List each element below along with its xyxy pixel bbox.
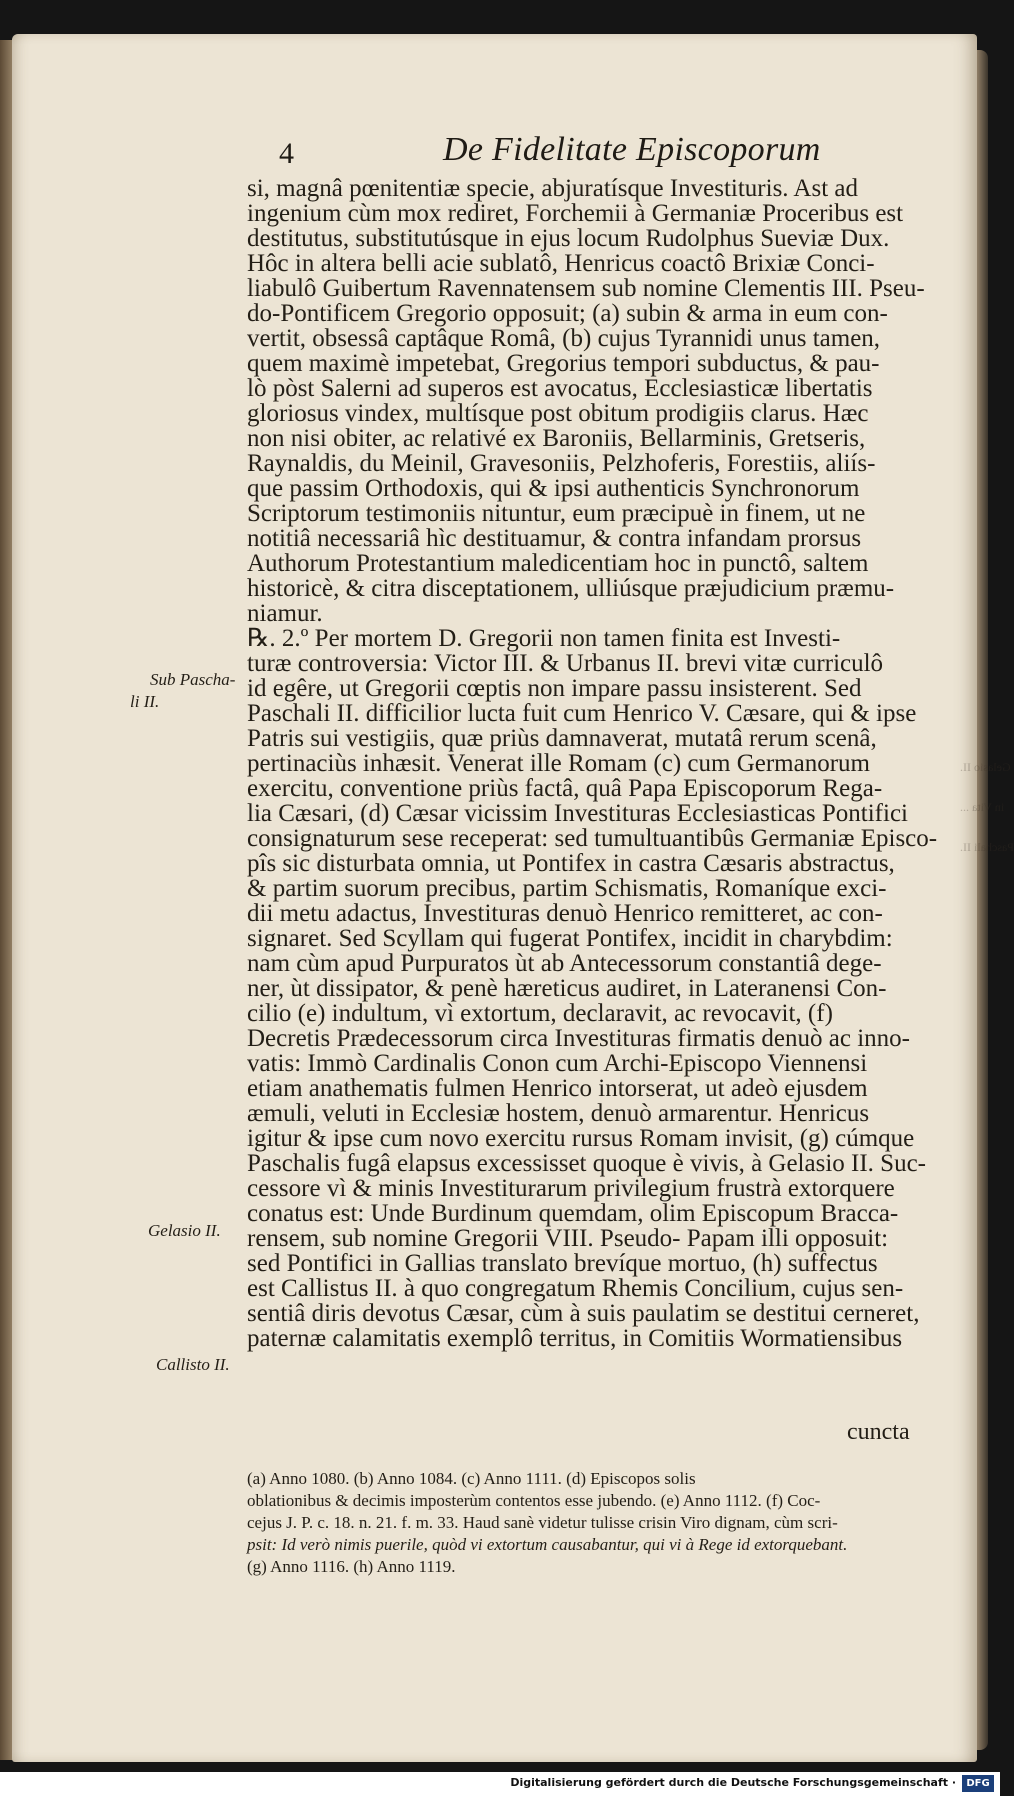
body-line: quem maximè impetebat, Gregorius tempori subductus, & pau- bbox=[247, 350, 880, 377]
body-line: Decretis Prædecessorum circa Investituras firmatis denuò ac inno- bbox=[247, 1025, 910, 1052]
body-line: lia Cæsari, (d) Cæsar vicissim Investituras Ecclesiasticas Pontifici bbox=[247, 800, 908, 827]
body-line: est Callistus II. à quo congregatum Rhemis Concilium, cujus sen- bbox=[247, 1275, 904, 1302]
body-line: si, magnâ pœnitentiæ specie, abjuratísque Investituris. Ast ad bbox=[247, 175, 858, 202]
body-line: æmuli, veluti in Ecclesiæ hostem, denuò armarentur. Henricus bbox=[247, 1100, 870, 1127]
body-line: paternæ calamitatis exemplô territus, in Comitiis Wormatiensibus bbox=[247, 1325, 903, 1352]
body-line: sentiâ diris devotus Cæsar, cùm à suis paulatim se destitui cerneret, bbox=[247, 1300, 920, 1327]
body-line: Paschalis fugâ elapsus excessisset quoque è vivis, à Gelasio II. Suc- bbox=[247, 1150, 927, 1177]
running-head bbox=[0, 131, 1000, 177]
body-line: non nisi obiter, ac relativé ex Baroniis, Bellarminis, Gretseris, bbox=[247, 425, 866, 452]
margin-note-callisto: Callisto II. bbox=[156, 1355, 230, 1374]
body-line: id egêre, ut Gregorii cœptis non impare passu insisterent. Sed bbox=[247, 675, 862, 702]
body-line: sed Pontifici in Gallias translato brevíque mortuo, (h) suffectus bbox=[247, 1250, 878, 1277]
footnote-line: (g) Anno 1116. (h) Anno 1119. bbox=[247, 1557, 456, 1576]
body-line: consignaturum sese receperat: sed tumultuantibûs Germaniæ Episco- bbox=[247, 825, 938, 852]
footnote-line: cejus J. P. c. 18. n. 21. f. m. 33. Haud sanè videtur tulisse crisin Viro dignam, cùm scri- bbox=[247, 1513, 838, 1532]
body-line: que passim Orthodoxis, qui & ipsi authenticis Synchronorum bbox=[247, 475, 860, 502]
body-line: destitutus, substitutúsque in ejus locum Rudolphus Sueviæ Dux. bbox=[247, 225, 890, 252]
body-line: Authorum Protestantium maledicentiam hoc in punctô, saltem bbox=[247, 550, 869, 577]
footer-credit-text: Digitalisierung gefördert durch die Deutsche Forschungsgemeinschaft · bbox=[510, 1776, 956, 1789]
body-line: nam cùm apud Purpuratos ùt ab Antecessorum constantiâ dege- bbox=[247, 950, 882, 977]
body-line: pîs sic disturbata omnia, ut Pontifex in castra Cæsaris abstractus, bbox=[247, 850, 895, 877]
body-line: turæ controversia: Victor III. & Urbanus II. brevi vitæ curriculô bbox=[247, 650, 884, 677]
body-line: pertinaciùs inhæsit. Venerat ille Romam (c) cum Germanorum bbox=[247, 750, 870, 777]
body-line: lò pòst Salerni ad superos est avocatus, Ecclesiasticæ libertatis bbox=[247, 375, 873, 402]
body-line: vatis: Immò Cardinalis Conon cum Archi-Episcopo Viennensi bbox=[247, 1050, 868, 1077]
body-line: signaret. Sed Scyllam qui fugerat Pontifex, incidit in charybdim: bbox=[247, 925, 893, 952]
body-line: ner, ùt dissipator, & penè hæreticus audiret, in Lateranensi Con- bbox=[247, 975, 887, 1002]
body-line: Hôc in altera belli acie sublatô, Henricus coactô Brixiæ Conci- bbox=[247, 250, 875, 277]
footnote-line: psit: Id verò nimis puerile, quòd vi extortum causabantur, qui vi à Rege id extorquebant. bbox=[247, 1535, 848, 1554]
body-line: vertit, obsessâ captâque Româ, (b) cujus Tyrannidi unus tamen, bbox=[247, 325, 881, 352]
margin-note-paschalis: Sub Pascha- bbox=[150, 670, 236, 689]
body-line: Patris sui vestigiis, quæ priùs damnaverat, mutatâ rerum scenâ, bbox=[247, 725, 877, 752]
body-line: ingenium cùm mox rediret, Forchemii à Germaniæ Proceribus est bbox=[247, 200, 904, 227]
body-line: gloriosus vindex, multísque post obitum prodigiis clarus. Hæc bbox=[247, 400, 869, 427]
footnote-line: (a) Anno 1080. (b) Anno 1084. (c) Anno 1111. (d) Episcopos solis bbox=[247, 1469, 696, 1488]
body-line: historicè, & citra disceptationem, ulliúsque præjudicium præmu- bbox=[247, 575, 895, 602]
body-line: Scriptorum testimoniis nituntur, eum præcipuè in finem, ut ne bbox=[247, 500, 866, 527]
margin-note-gelasio: Gelasio II. bbox=[148, 1221, 221, 1240]
body-line: notitiâ necessariâ hìc destituamur, & contra infandam prorsus bbox=[247, 525, 862, 552]
body-line: etiam anathematis fulmen Henrico intorserat, ut adeò ejusdem bbox=[247, 1075, 868, 1102]
body-line: conatus est: Unde Burdinum quemdam, olim Episcopum Bracca- bbox=[247, 1200, 899, 1227]
page-header-title: De Fidelitate Episcoporum bbox=[443, 131, 821, 168]
body-line: exercitu, conventione priùs factâ, quâ Papa Episcoporum Rega- bbox=[247, 775, 883, 802]
body-line: igitur & ipse cum novo exercitu rursus Romam invisit, (g) cúmque bbox=[247, 1125, 915, 1152]
body-line: do-Pontificem Gregorio opposuit; (a) subin & arma in eum con- bbox=[247, 300, 888, 327]
body-line: rensem, sub nomine Gregorii VIII. Pseudo- Papam illi opposuit: bbox=[247, 1225, 889, 1252]
body-line: dii metu adactus, Investituras denuò Henrico remitteret, ac con- bbox=[247, 900, 883, 927]
body-line: & partim suorum precibus, partim Schismatis, Romaníque exci- bbox=[247, 875, 887, 902]
page-number: 4 bbox=[279, 137, 294, 170]
body-line: cessore vì & minis Investiturarum privilegium frustrà extorquere bbox=[247, 1175, 895, 1202]
body-line: cilio (e) indultum, vì extortum, declaravit, ac revocavit, (f) bbox=[247, 1000, 833, 1027]
dfg-logo: DFG bbox=[962, 1775, 994, 1792]
margin-note-paschalis-cont: li II. bbox=[130, 692, 160, 711]
scanned-page-viewer: 4 De Fidelitate Episcoporum si, magnâ pœnitentiæ specie, abjuratísque Investituris. Ast ad ingenium cùm mox rediret, Forchemii à Germaniæ Proceribus est destitutus, substitutúsque in ejus locum Rudolphus Sueviæ Dux. Hôc in altera belli acie sublatô, Henricus coactô Brixiæ Conci- liabulô Guibertum Ravennatensem sub nomine Clementis III. Pseu- do-Pontificem Gregorio opposuit; (a) subin & arma in eum con- vertit, obsessâ captâque Româ, (b) cujus Tyrannidi unus tamen, quem maximè impetebat, Gregorius tempori subductus, & pau- lò pòst Salerni ad superos est avocatus, Ecclesiasticæ libertatis gloriosus vindex, multísque post obitum prodigiis clarus. Hæc non nisi obiter, ac relativé ex Baroniis, Bellarminis, Gretseris, Raynaldis, du Meinil, Gravesoniis, Pelzhoferis, Forestiis, aliís- que passim Orthodoxis, qui & ipsi authenticis Synchronorum Scriptorum testimoniis nituntur, eum præcipuè in finem, ut ne notitiâ necessariâ hìc destituamur, & contra infandam prorsus Authorum Protestantium maledicentiam hoc in punctô, saltem historicè, & citra disceptationem, ulliúsque præjudicium præmu- niamur. ℞. 2.º Per mortem D. Gregorii non tamen finita est Investi- turæ controversia: Victor III. & Urbanus II. brevi vitæ curriculô id egêre, ut Gregorii cœptis non impare passu insisterent. Sed Paschali II. difficilior lucta fuit cum Henrico V. Cæsare, qui & ipse Patris sui vestigiis, quæ priùs damnaverat, mutatâ rerum scenâ, pertinaciùs inhæsit. Venerat ille Romam (c) cum Germanorum exercitu, conventione priùs factâ, quâ Papa Episcoporum Rega- lia Cæsari, (d) Cæsar vicissim Investituras Ecclesiasticas Pontifici consignaturum sese receperat: sed tumultuantibûs Germaniæ Episco- pîs sic disturbata omnia, ut Pontifex in castra Cæsaris abstractus, & partim suorum precibus, partim Schismatis, Romaníque exci- dii metu adactus, Investituras denuò Henrico remitteret, ac con- signaret. Sed Scyllam qui fugerat Pontifex, incidit in charybdim: nam cùm apud Purpuratos ùt ab Antecessorum constantiâ dege- ner, ùt dissipator, & penè hæreticus audiret, in Lateranensi Con- cilio (e) indultum, vì extortum, declaravit, ac revocavit, (f) Decretis Prædecessorum circa Investituras firmatis denuò ac inno- vatis: Immò Cardinalis Conon cum Archi-Episcopo Viennensi etiam anathematis fulmen Henrico intorserat, ut adeò ejusdem æmuli, veluti in Ecclesiæ hostem, denuò armarentur. Henricus igitur & ipse cum novo exercitu rursus Romam invisit, (g) cúmque Paschalis fugâ elapsus excessisset quoque è vivis, à Gelasio II. Suc- cessore vì & minis Investiturarum privilegium frustrà extorquere conatus est: Unde Burdinum quemdam, olim Episcopum Bracca- rensem, sub nomine Gregorii VIII. Pseudo- Papam illi opposuit: sed Pontifici in Gallias translato brevíque mortuo, (h) suffectus est Callistus II. à quo congregatum Rhemis Concilium, cujus sen- sentiâ diris devotus Cæsar, cùm à suis paulatim se destitui cerneret, paternæ calamitatis exemplô territus, in Comitiis Wormatiensibus Sub Pascha- li II. Gelasio II. Callisto II. cuncta (a) Anno 1080. (b) Anno 1084. (c) Anno 1111. (d) Episcopos solis oblationibus & decimis imposterùm contentos esse jubendo. (e) Anno 1112. (f) Coc- cejus J. P. c. 18. n. 21. f. m. 33. Haud sanè videtur tulisse crisin Viro dignam, cùm scri- psit: Id verò nimis puerile, quòd vi extortum causabantur, qui vi à Rege id extorquebant. (g) Anno 1116. (h) Anno 1119. Gelasio II. in Vita ... Paschali II. Digitalisierung gefördert durch die Deutsche Forschungsgemeinschaft · DFG bbox=[0, 0, 1000, 1796]
body-line: ℞. 2.º Per mortem D. Gregorii non tamen finita est Investi- bbox=[247, 625, 841, 652]
body-line: niamur. bbox=[247, 600, 323, 627]
digitization-footer bbox=[0, 1772, 1000, 1796]
body-line: Paschali II. difficilior lucta fuit cum Henrico V. Cæsare, qui & ipse bbox=[247, 700, 917, 727]
body-line: Raynaldis, du Meinil, Gravesoniis, Pelzhoferis, Forestiis, aliís- bbox=[247, 450, 876, 477]
catchword: cuncta bbox=[847, 1419, 910, 1445]
body-line: liabulô Guibertum Ravennatensem sub nomine Clementis III. Pseu- bbox=[247, 275, 925, 302]
footnote-line: oblationibus & decimis imposterùm contentos esse jubendo. (e) Anno 1112. (f) Coc- bbox=[247, 1491, 821, 1510]
